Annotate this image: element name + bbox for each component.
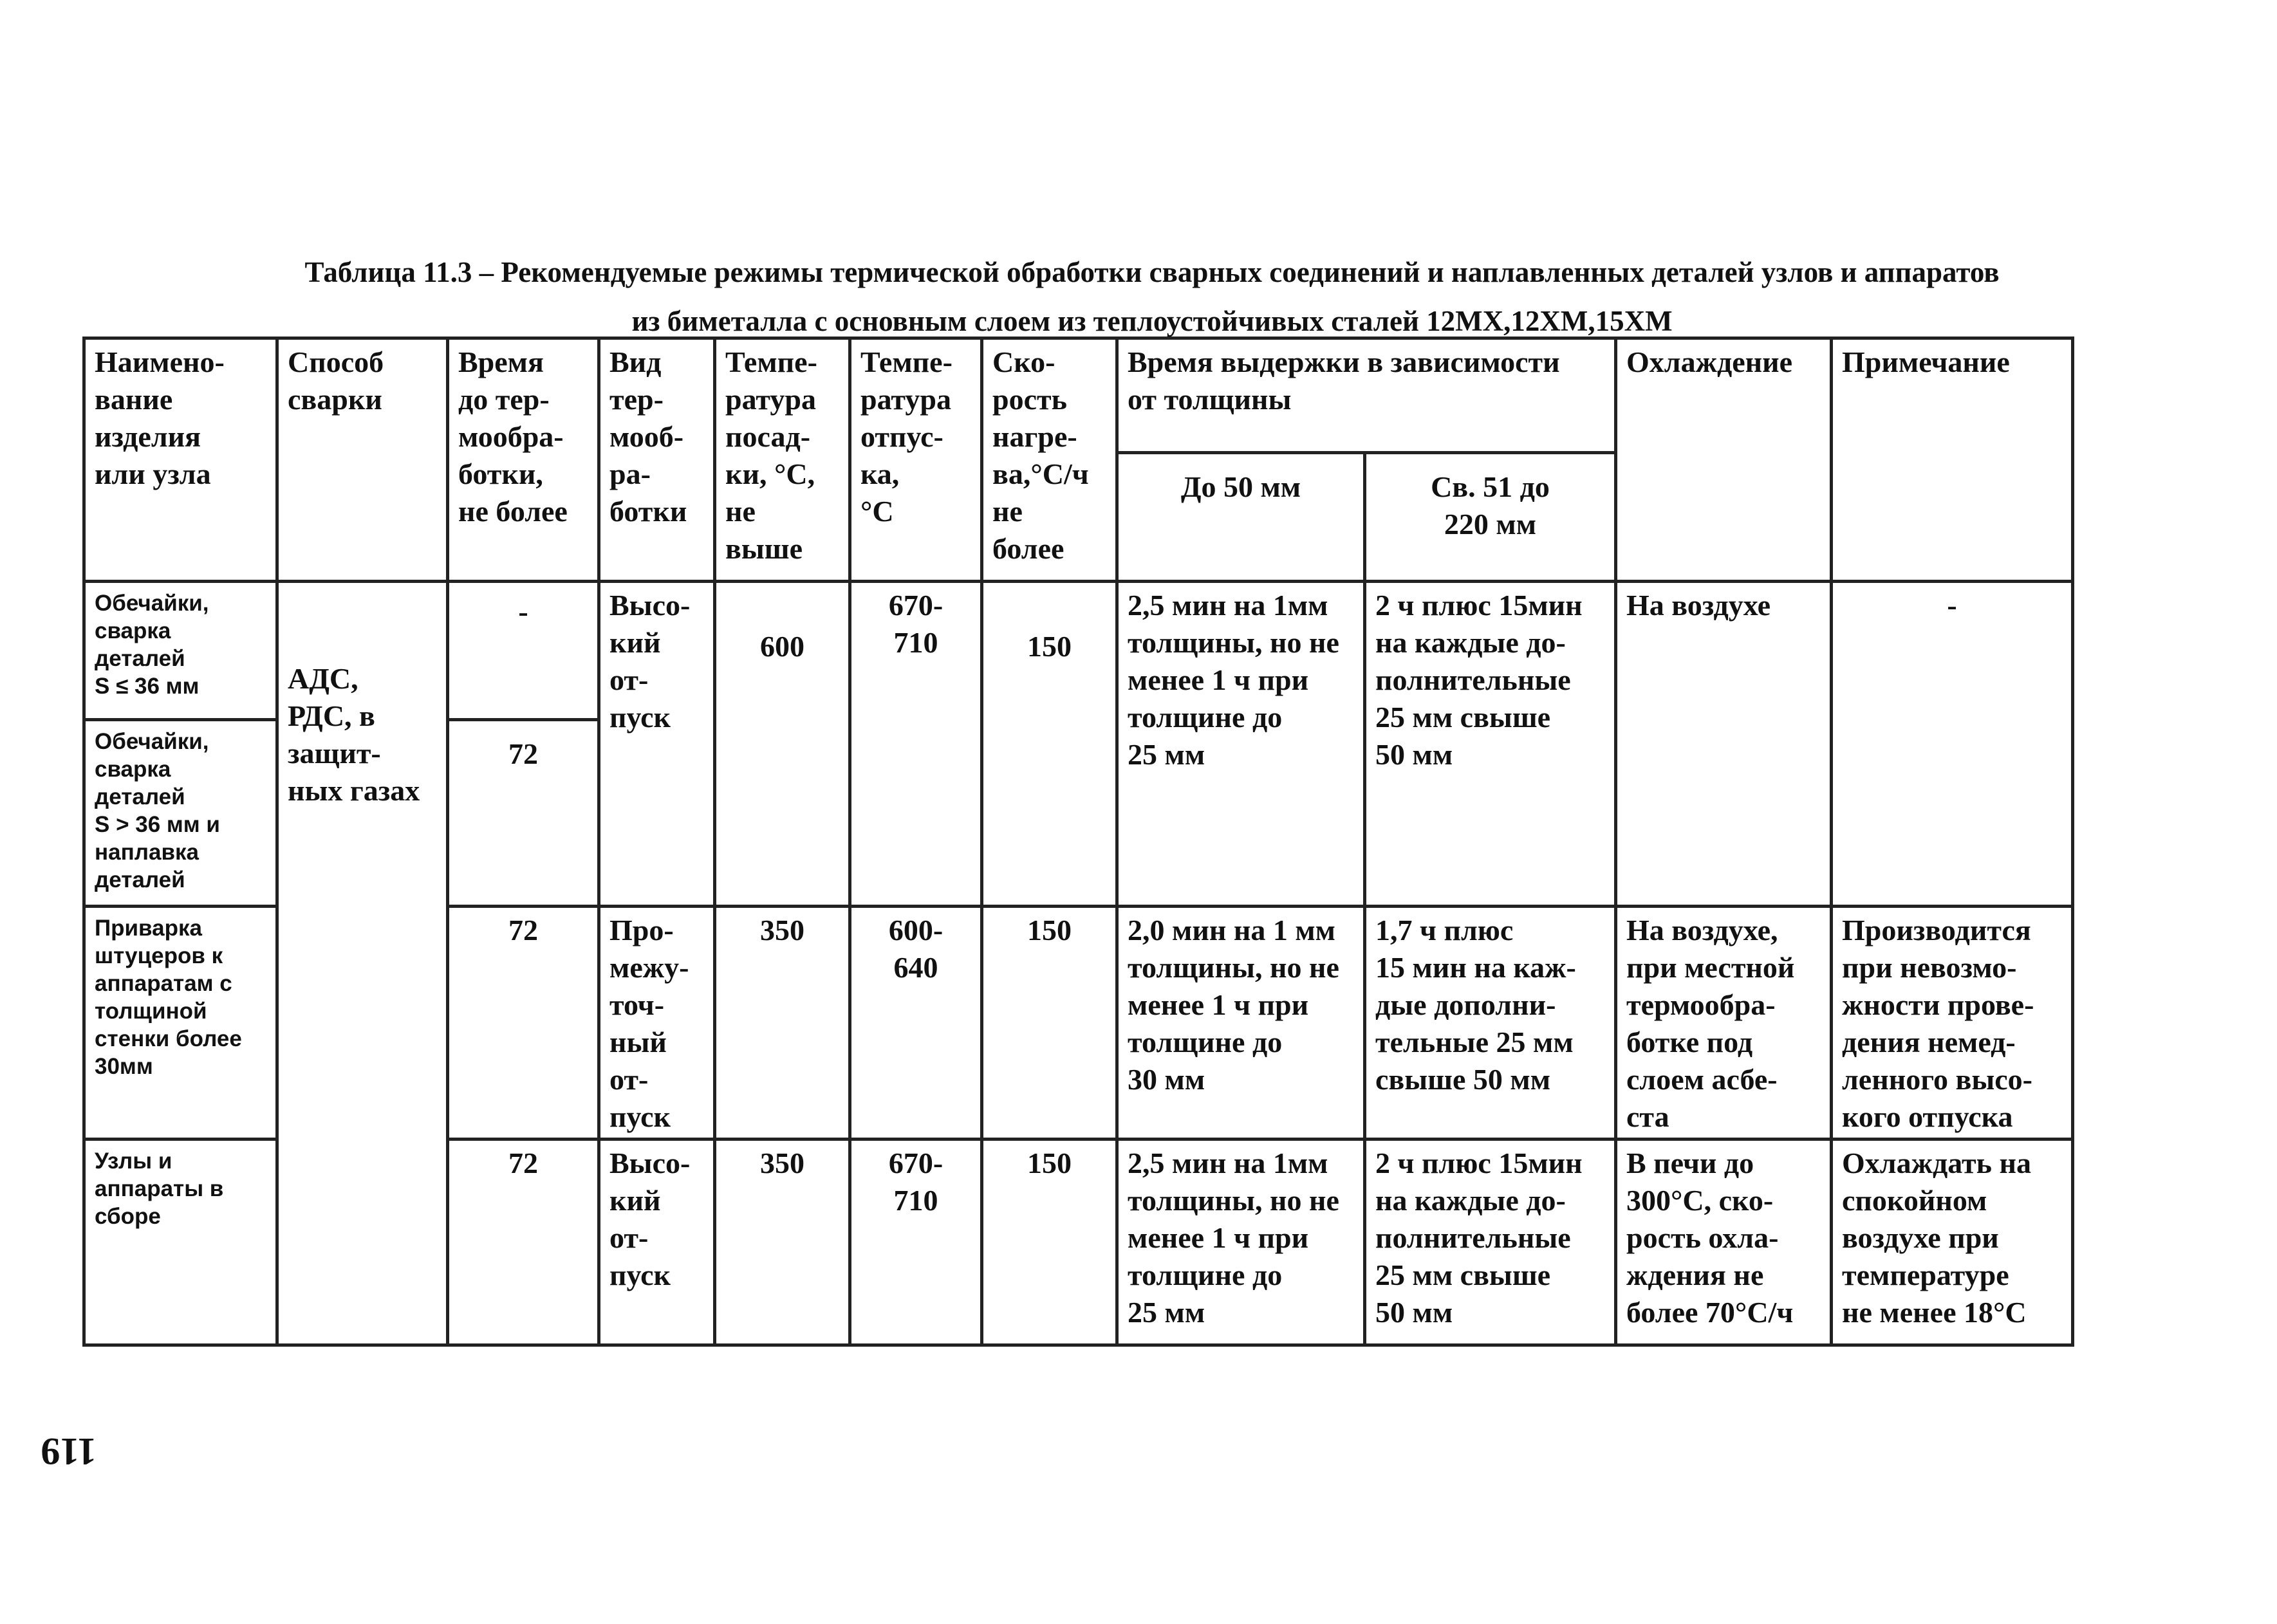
header-cooling: Охлаждение [1616,338,1832,582]
row3-temp-load: 350 [715,907,850,1140]
header-type: Вид тер- мооб- ра- ботки [599,338,715,582]
header-method: Способ сварки [277,338,448,582]
row1-cooling: На воздухе [1616,582,1832,907]
row2-time: 72 [448,720,599,907]
row1-temp-temper: 670- 710 [850,582,982,907]
header-temp-load: Темпе- ратура посад- ки, °С, не выше [715,338,850,582]
header-heat-rate: Ско- рость нагре- ва,°С/ч не более [982,338,1117,582]
row1-temp-load: 600 [715,582,850,907]
row1-name: Обечайки, сварка деталей S ≤ 36 мм [84,582,277,720]
row1-time: - [448,582,599,720]
row3-temp-temper: 600- 640 [850,907,982,1140]
heat-treatment-table [82,337,2074,1347]
row3-name: Приварка штуцеров к аппаратам с толщиной стенки более 30мм [84,907,277,1140]
row4-heat-rate: 150 [982,1140,1117,1345]
row3-time: 72 [448,907,599,1140]
table-caption: Таблица 11.3 – Рекомендуемые режимы термической обработки сварных соединений и наплавленных деталей узлов и аппаратов из биметалла с основным слоем из теплоустойчивых сталей 12МХ,12ХМ,15ХМ [304,256,2000,337]
row3-cooling: На воздухе, при местной термообра- ботке под слоем асбе- ста [1616,907,1832,1140]
row3-type: Про- межу- точ- ный от- пуск [599,907,715,1140]
row3-hold-up-to-50: 2,0 мин на 1 мм толщины, но не менее 1 ч при толщине до 30 мм [1117,907,1365,1140]
header-temp-temper: Темпе- ратура отпус- ка, °С [850,338,982,582]
header-note: Примечание [1832,338,2073,582]
page-number [41,1429,97,1473]
page-number-text: 119 [41,1430,97,1473]
row4-hold-up-to-50: 2,5 мин на 1мм толщины, но не менее 1 ч при толщине до 25 мм [1117,1140,1365,1345]
row1-type: Высо- кий от- пуск [599,582,715,907]
row4-cooling: В печи до 300°С, ско- рость охла- ждения не более 70°С/ч [1616,1140,1832,1345]
row3-note: Производится при невозмо- жности прове- дения немед- ленного высо- кого отпуска [1832,907,2073,1140]
header-hold-over-51: Св. 51 до 220 мм [1365,453,1616,582]
row4-temp-load: 350 [715,1140,850,1345]
row1-note: - [1832,582,2073,907]
header-hold-up-to-50: До 50 мм [1117,453,1365,582]
row2-name: Обечайки, сварка деталей S > 36 мм и наплавка деталей [84,720,277,907]
row3-heat-rate: 150 [982,907,1117,1140]
row3-hold-over-51: 1,7 ч плюс 15 мин на каж- дые дополни- тельные 25 мм свыше 50 мм [1365,907,1616,1140]
row1-hold-up-to-50: 2,5 мин на 1мм толщины, но не менее 1 ч при толщине до 25 мм [1117,582,1365,907]
header-name: Наимено- вание изделия или узла [84,338,277,582]
row4-name: Узлы и аппараты в сборе [84,1140,277,1345]
header-time-before: Время до тер- мообра- ботки, не более [448,338,599,582]
row4-note: Охлаждать на спокойном воздухе при температуре не менее 18°С [1832,1140,2073,1345]
merged-method-cell: АДС, РДС, в защит- ных газах [277,582,448,1345]
row4-time: 72 [448,1140,599,1345]
row1-hold-over-51: 2 ч плюс 15мин на каждые до- полнительные 25 мм свыше 50 мм [1365,582,1616,907]
row4-hold-over-51: 2 ч плюс 15мин на каждые до- полнительные 25 мм свыше 50 мм [1365,1140,1616,1345]
row1-heat-rate: 150 [982,582,1117,907]
header-hold-time: Время выдержки в зависимости от толщины [1117,338,1616,453]
row4-temp-temper: 670- 710 [850,1140,982,1345]
row4-type: Высо- кий от- пуск [599,1140,715,1345]
